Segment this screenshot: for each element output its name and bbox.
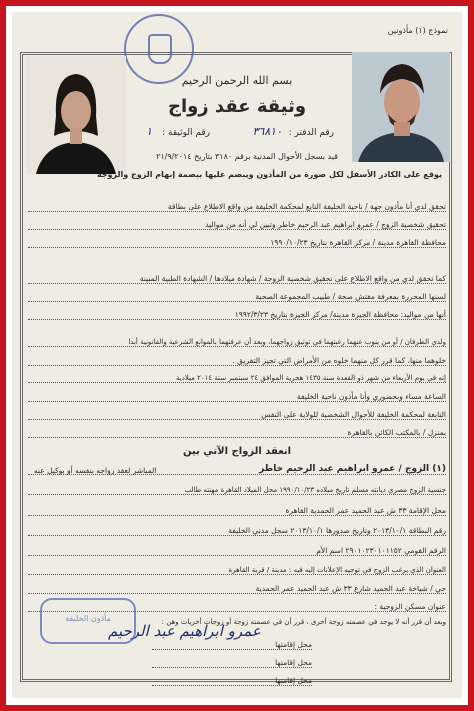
marital-home: عنوان مسكن الزوجية :: [28, 602, 446, 612]
body-line: لسنها المحررة بمعرفة مفتش صحة / طبيب المجموعة الصحية: [28, 292, 446, 302]
wife-residence-3: محل إقامتها: [152, 676, 312, 686]
instruction-line: يوقع على الكادر الأسفل لكل صورة من المأذون ويبصم عليها ببصمة إبهام الزوج والزوجة: [96, 170, 442, 179]
doc-number-label: رقم الوثيقة :: [162, 128, 210, 138]
watermark: lavalina.com: [8, 696, 53, 704]
wife-residence-1: محل إقامتها: [152, 640, 312, 650]
body-line: بمنزل / بالمكتب الكائن بالقاهرة: [28, 428, 446, 438]
other-wives-question: وبعد أن قرر أنه لا يوجد في عصمته زوجة أخرى ، قرر أن في عصمته زوجة أو زوجات أخريات وهن :: [161, 618, 446, 626]
groom-street: حي / شياخة عبد الحميد شارع ٣٣ ش عبد الحميد عمر الحمدية: [28, 584, 446, 594]
groom-direct-line: المباشر لعقد زواجه بنفسه أو بوكيل عنه: [34, 466, 157, 475]
groom-id-card: رقم البطاقة ٢٠١٣/١٠/١ وتاريخ صدورها ٢٠١٣/١٠/١ سجل مدني الخليفة: [28, 526, 446, 536]
basmala: بسم الله الرحمن الرحيم: [181, 74, 293, 87]
body-line: تحقيق شخصية الزوج / عمرو ابراهيم عبد الرحيم خاطر وتبين لي أنه من مواليد: [28, 220, 446, 230]
body-line: الساعة مساء وبحضوري وأنا مأذون ناحية الخليفة: [28, 392, 446, 402]
groom-nationality: جنسية الزوج مصري ديانته مسلم تاريخ ميلاده ١٩٩٠/١٠/٢٣ محل الميلاد القاهرة مهنته طالب: [28, 486, 446, 495]
body-line: التابعة لمحكمة الخليفة للأحوال الشخصية للولاية على النفس: [28, 410, 446, 420]
notebook-number: ٣٦٨١٠: [252, 125, 282, 138]
groom-residence: محل الإقامة ٣٣ ش عبد الحميد عمر الحمدية القاهرة: [28, 506, 446, 516]
official-stamp: [40, 598, 136, 644]
body-line: إنه في يوم الأربعاء من شهر ذو القعدة سنة ١٤٣٥ هجرية الموافق ٢٤ سبتمبر سنة ٢٠١٤ ميلادية: [28, 374, 446, 383]
section-title: انعقد الزواج الآتي بين: [182, 446, 292, 457]
notebook-label: رقم الدفتر :: [288, 128, 334, 138]
registry-line: قيد بسجل الأحوال المدنية برقم ٣١٨٠ بتاريخ ٢١/٩/٢٠١٤: [156, 152, 338, 161]
doc-number: ١: [146, 125, 152, 138]
form-code: نموذج (١) مأذونين: [387, 26, 448, 35]
stamp-text: مأذون الخليفة: [65, 614, 111, 623]
body-line: تحقق لدي أنا مأذون جهة / ناحية الخليفة التابع لمحكمة الخليفة من واقع الاطلاع على بطاقة: [28, 202, 446, 212]
body-line: أنها من مواليد: محافظة الجيزة مدينة/ مركز الجيزة بتاريخ ١٩٩٢/٣/٢٣: [28, 310, 446, 320]
groom-national-id: الرقم القومي ٢٩٠١٠٢٣٠١٠١١٥٢ اسم الأم: [28, 546, 446, 556]
wife-residence-2: محل إقامتها: [152, 658, 312, 668]
groom-notice-address: العنوان الذي يرغب الزوج في توجيه الإعلانات إليه فيه : مدينة / قرية القاهرة: [28, 566, 446, 575]
document-title: وثيقة عقد زواج: [167, 96, 307, 117]
body-line: خلوهما منها، كما قرر كل منهما خلوه من الأمراض التي تجيز التفريق .: [28, 356, 446, 366]
signature: عمرو ابراهيم عبد الرحيم: [108, 622, 261, 640]
document-paper: [12, 12, 462, 698]
body-line: ولدي الطرفان / أو من ينوب عنهما رغبتهما في توثيق زواجهما، وبعد أن عرفتهما بالموانع الشرعية والقانونية أبدا: [28, 338, 446, 347]
body-line: كما تحقق لدي من واقع الاطلاع على تحقيق شخصية الزوجة / شهادة ميلادها / الشهادة الطبية المبينة: [28, 274, 446, 284]
groom-name-line: (١) الزوج / عمرو ابراهيم عبد الرحيم خاطر: [28, 464, 446, 475]
body-line: محافظة القاهرة مدينة / مركز القاهرة بتاريخ ١٩٩٠/١٠/٢٣: [28, 238, 446, 248]
